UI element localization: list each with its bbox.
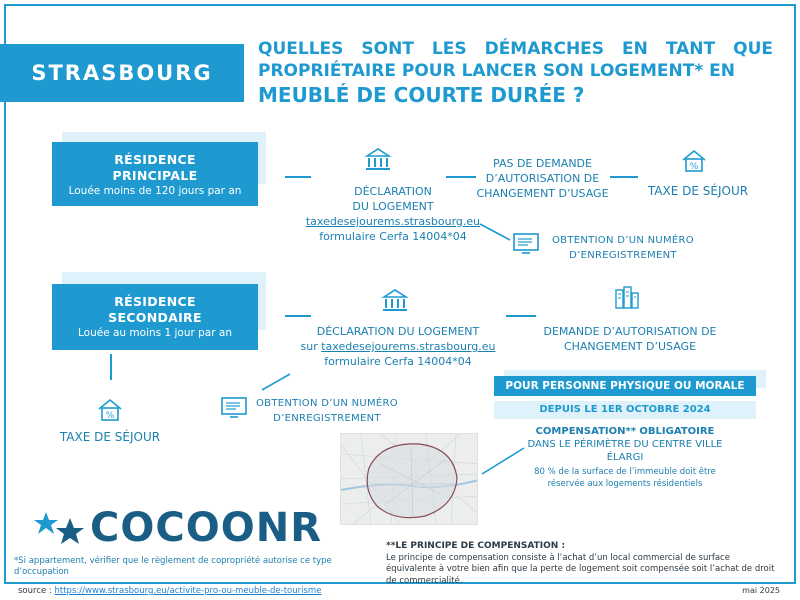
secondaire-numero-2: D’ENREGISTREMENT [273,413,381,424]
title-line-3: MEUBLÉ DE COURTE DURÉE ? [258,83,585,107]
house-percent-icon [96,397,124,423]
connector-diagonal [258,372,294,394]
principe-text: Le principe de compensation consiste à l’achat d’un local commercial de surface équivalente à votre bien afin que la perte de logement soit compensée soit l’achat de droit de commercialité. [386,552,775,586]
surface-note-1: 80 % de la surface de l’immeuble doit être [534,467,716,477]
connector [285,315,311,317]
computer-form-icon [220,396,248,420]
principale-declaration-2: DU LOGEMENT [352,200,434,213]
principale-no-request [470,156,615,201]
compensation-3: ÉLARGI [606,452,644,463]
house-percent-icon [680,148,708,174]
computer-form-icon [512,232,540,256]
secondaire-demande-2: CHANGEMENT D’USAGE [563,340,697,353]
footer-source [18,586,321,596]
surface-note-2: réservée aux logements résidentiels [547,479,703,489]
city-name: STRASBOURG [31,61,213,85]
principale-subtitle: Louée moins de 120 jours par an [68,185,242,197]
secondaire-declaration [288,324,508,369]
secondaire-demande [530,324,730,354]
appartement-note: *Si appartement, vérifier que le règlement de copropriété autorise ce type d’occupation [14,556,332,577]
connector [285,176,311,178]
principale-no-request-2: D’AUTORISATION DE [485,172,600,185]
principale-title-1: RÉSIDENCE [114,152,196,167]
secondaire-numero [252,396,402,426]
surface-note [494,466,756,490]
page-title [258,38,773,108]
connector-diagonal [478,446,528,478]
secondaire-title-2: SECONDAIRE [108,310,202,325]
secondaire-numero-1: OBTENTION D’UN NUMÉRO [256,398,398,409]
connector [506,315,536,317]
secondaire-declaration-link[interactable]: taxedesejourems.strasbourg.eu [321,340,496,353]
source-label: source : [18,586,55,596]
city-banner [0,44,244,102]
depuis-band: DEPUIS LE 1ER OCTOBRE 2024 [494,401,756,419]
principe-compensation [386,541,781,587]
title-line-1: QUELLES SONT LES DÉMARCHES EN TANT QUE [258,39,773,59]
principale-numero-1: OBTENTION D’UN NUMÉRO [552,235,694,246]
principe-title: **LE PRINCIPE DE COMPENSATION : [386,541,566,551]
principale-title-2: PRINCIPALE [112,168,198,183]
principale-numero [538,233,708,263]
connector [610,176,638,178]
principale-declaration-form: formulaire Cerfa 14004*04 [319,230,467,243]
connector-diagonal [478,222,514,244]
footer-date: mai 2025 [742,586,780,595]
secondaire-declaration-prefix: sur [300,340,322,353]
cocoonr-logo: COCOONR [90,505,322,551]
principale-numero-2: D’ENREGISTREMENT [569,250,677,261]
city-map [340,433,478,525]
principale-declaration-link[interactable]: taxedesejourems.strasbourg.eu [305,215,481,228]
source-link[interactable]: https://www.strasbourg.eu/activite-pro-ou-meuble-de-tourisme [54,586,322,596]
bank-icon [381,288,409,314]
compensation-1: COMPENSATION** OBLIGATOIRE [535,426,715,437]
secondaire-declaration-form: formulaire Cerfa 14004*04 [324,355,472,368]
secondaire-title-1: RÉSIDENCE [114,294,196,309]
principale-declaration [288,184,498,244]
secondaire-demande-1: DEMANDE D’AUTORISATION DE [543,325,717,338]
principale-no-request-1: PAS DE DEMANDE [493,157,592,170]
compensation-2: DANS LE PÉRIMÈTRE DU CENTRE VILLE [527,439,723,450]
pour-personne-band: POUR PERSONNE PHYSIQUE OU MORALE [494,376,756,396]
secondaire-box [52,284,258,350]
principale-no-request-3: CHANGEMENT D’USAGE [476,187,609,200]
principale-declaration-1: DÉCLARATION [354,185,432,198]
svg-text:%: % [105,411,115,421]
connector-vertical [110,354,112,380]
secondaire-declaration-1: DÉCLARATION DU LOGEMENT [316,325,480,338]
secondaire-subtitle: Louée au moins 1 jour par an [78,327,232,339]
secondaire-taxe: TAXE DE SÉJOUR [59,430,161,444]
cocoonr-logo-icon [32,508,88,548]
compensation [494,425,756,464]
bank-icon [364,147,392,173]
buildings-icon [614,286,640,310]
principale-taxe: TAXE DE SÉJOUR [647,184,749,198]
principale-box [52,142,258,206]
title-line-2: PROPRIÉTAIRE POUR LANCER SON LOGEMENT* EN [258,61,735,81]
svg-text:%: % [689,162,699,172]
